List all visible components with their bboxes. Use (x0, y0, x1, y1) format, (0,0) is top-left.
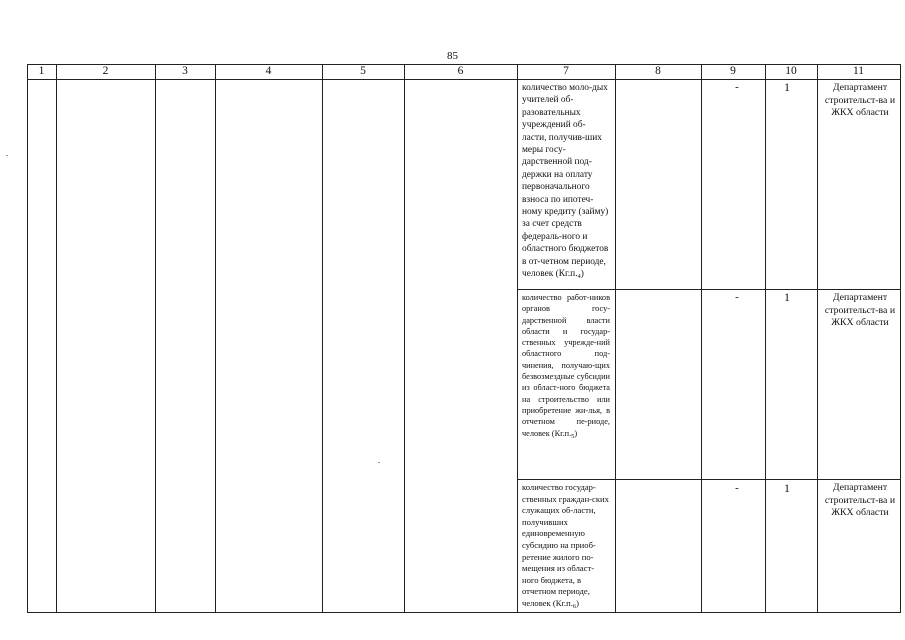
responsible-department: Департамент строительст-ва и ЖКХ области (824, 82, 896, 118)
indicator-description: количество работ-ников органов госу-дарственной власти области и государ-ственных учрежде-ний областного под-чинения, получаю-щих безвозмездные субсидии из област-ного бюджета на строительство или приобретение жи-лья, в отчетном пе-риоде, человек $(Кг.п._5)$ (522, 293, 610, 440)
indicator-table (27, 64, 901, 613)
column-header-4: 4 (265, 65, 272, 77)
column-border (817, 64, 818, 613)
row-divider (517, 289, 901, 290)
column-header-1: 1 (38, 65, 45, 77)
column-header-8: 8 (655, 65, 661, 77)
column-border (56, 64, 57, 613)
column-9-value: - (735, 482, 739, 494)
column-10-value: 1 (784, 481, 790, 495)
column-header-2: 2 (102, 65, 109, 77)
column-header-10: 10 (785, 65, 797, 77)
column-border (322, 64, 323, 613)
column-border (615, 64, 616, 613)
scan-speck (378, 462, 380, 463)
column-header-7: 7 (563, 65, 569, 77)
responsible-department: Департамент строительст-ва и ЖКХ области (824, 292, 896, 328)
column-header-11: 11 (852, 65, 865, 77)
column-border (765, 64, 766, 613)
responsible-department: Департамент строительст-ва и ЖКХ области (824, 482, 896, 518)
page-number: 85 (447, 50, 458, 62)
column-border (701, 64, 702, 613)
column-border (155, 64, 156, 613)
indicator-description: количество моло-дых учителей об-разовательных учреждений об-ласти, получив-ших меры госу-дарственной под-держки на оплату первоначального взноса по ипотеч-ному кредиту (займу) за счет средств федераль-ного и областного бюджетов в от-четном периоде, человек $(Кг.п._4)$ (522, 83, 609, 281)
header-bottom-border (27, 79, 901, 80)
table-bottom-border (27, 612, 901, 613)
table-header-row (27, 64, 901, 79)
column-header-6: 6 (457, 65, 464, 77)
column-border (404, 64, 405, 613)
column-border (517, 64, 518, 613)
column-header-3: 3 (182, 65, 188, 77)
column-10-value: 1 (784, 290, 790, 304)
column-header-9: 9 (730, 65, 736, 77)
row-divider (517, 479, 901, 480)
column-border (27, 64, 28, 613)
column-border (900, 64, 901, 613)
column-header-5: 5 (360, 65, 366, 77)
column-border (215, 64, 216, 613)
column-10-value: 1 (784, 80, 790, 94)
column-9-value: - (735, 291, 739, 303)
indicator-description: количество государ-ственных граждан-ских служащих об-ласти, получивших единовременную субсидию на приоб-ретение жилого по-мещения из област-ного бюджета, в отчетном периоде, человек $(Кг.п._6)$ (522, 482, 609, 610)
column-9-value: - (735, 81, 739, 93)
scan-speck (6, 155, 8, 156)
